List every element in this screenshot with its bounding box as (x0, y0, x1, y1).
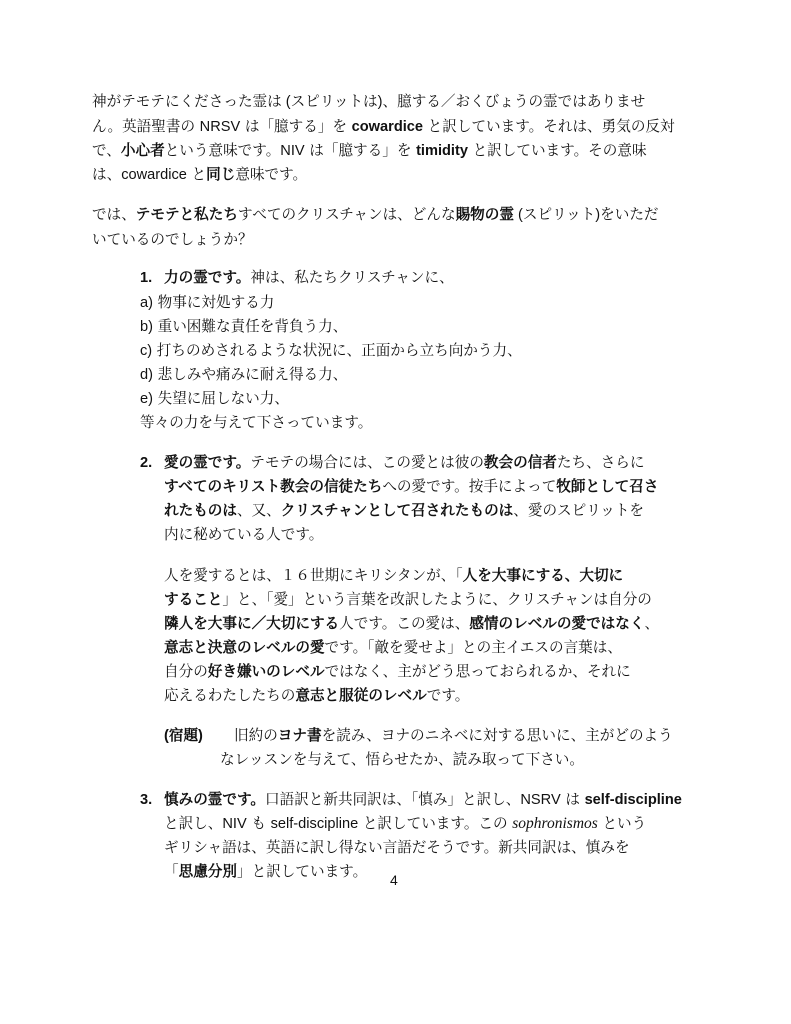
text-run: すべてのクリスチャンは、どんな (237, 206, 456, 223)
text-run: への愛です。按手によって (382, 478, 557, 495)
text-run: スピリット (522, 206, 596, 223)
text-run: 意志と服従のレベル (295, 687, 427, 704)
homework-line (220, 750, 584, 770)
text-run: cowardice (121, 167, 187, 183)
text-run: れたものは (164, 502, 237, 519)
item3-line (164, 838, 630, 858)
text-run: 、 (644, 615, 660, 632)
item1-line (140, 413, 372, 433)
text-run: では、 (92, 206, 136, 223)
homework-line (234, 726, 673, 746)
text-run: 自分の (164, 663, 208, 680)
text-run: e) (140, 391, 153, 407)
text-run: なレッスンを与えて、悟らせたか、読み取って下さい。 (220, 751, 584, 768)
text-run: も (246, 815, 271, 832)
text-run: と訳しています。それは、勇気の反対 (423, 118, 675, 135)
text-run: と訳しています。この (358, 815, 513, 832)
text-run: ( (281, 94, 291, 110)
item1-line (140, 293, 274, 313)
text-run: NSRV (520, 792, 561, 808)
text-run: 神は、私たちクリスチャンに、 (250, 269, 454, 286)
item2-paragraph-line (164, 566, 623, 586)
text-run: 愛の霊です。 (164, 454, 251, 471)
text-run: クリスチャンとして召されたものは (280, 502, 514, 519)
text-run: 神がテモテにくださった霊は (92, 93, 282, 110)
text-run: 牧師として召さ (556, 478, 659, 495)
text-run: 同じ (206, 166, 236, 183)
text-run: 人です。この愛は、 (339, 615, 470, 632)
item3-line (164, 814, 646, 834)
text-run: テモテの場合には、この愛とは彼の (250, 454, 484, 471)
paragraph1-line (92, 165, 307, 185)
text-run: 思慮分別 (178, 863, 237, 880)
text-run: ギリシャ語は、英語に訳し得ない言語だそうです。新共同訳は、慎みを (164, 839, 630, 856)
text-run: cowardice (351, 119, 424, 135)
text-run: という (597, 815, 647, 832)
text-run: timidity (416, 143, 468, 159)
text-run: ) (595, 207, 601, 223)
paragraph2-line (92, 205, 659, 225)
item1-number: 1. (140, 270, 153, 286)
item1-line (140, 341, 522, 361)
text-run: b) (140, 319, 153, 335)
item3-number: 3. (140, 792, 153, 808)
text-run: NRSV (199, 119, 241, 135)
text-run: 等々の力を与えて下さっています。 (140, 414, 373, 431)
item2-line (164, 477, 658, 497)
text-run: 、愛のスピリットを (513, 502, 645, 519)
text-run: をいただ (600, 206, 659, 223)
item1-line (140, 317, 347, 337)
text-run: は「臆する」を (240, 118, 352, 135)
item1-line (140, 365, 347, 385)
text-run: 小心者 (120, 142, 165, 159)
text-run: は (560, 791, 585, 808)
text-run: と (186, 166, 207, 183)
text-run: は、 (92, 166, 122, 183)
text-run: self-discipline (584, 792, 682, 808)
text-run: は「臆する」を (304, 142, 417, 159)
text-run: 旧約の (234, 727, 278, 744)
text-run: 、又、 (236, 502, 281, 519)
text-run: ん。英語聖書の (92, 118, 200, 135)
item2-paragraph-line (164, 638, 622, 658)
text-run: 慎みの霊です。 (164, 791, 265, 808)
text-run: 内に秘めている人です。 (164, 526, 324, 543)
text-run: ) (377, 94, 383, 110)
text-run: 、臆する／おくびょうの霊ではありませ (382, 93, 646, 110)
text-run: たち、さらに (556, 454, 645, 471)
item2-number: 2. (140, 455, 153, 471)
text-run: NIV (280, 143, 305, 159)
text-run: です。 (426, 687, 470, 704)
text-run: 意志と決意のレベルの愛 (164, 639, 325, 656)
text-run: 意味です。 (235, 166, 308, 183)
text-run: 「 (164, 863, 179, 880)
text-run: ではなく、主がどう思っておられるか、それに (324, 663, 631, 680)
item2-line (164, 525, 323, 545)
text-run: を読み、ヨナのニネベに対する思いに、主がどのよう (321, 727, 673, 744)
text-run: すること (164, 591, 223, 608)
text-run: ヨナ書 (277, 727, 322, 744)
text-run: 感情のレベルの愛ではなく (469, 615, 645, 632)
homework-label: (宿題) (164, 728, 203, 744)
item3-line (164, 862, 367, 882)
text-run: 物事に対処する力 (152, 294, 275, 311)
text-run: 教会の信者 (483, 454, 557, 471)
text-run: です。「敵を愛せよ」との主イエスの言葉は、 (324, 639, 622, 656)
text-run: 隣人を大事に／大切にする (164, 615, 340, 632)
text-run: 口語訳と新共同訳は、「慎み」と訳し、 (265, 791, 521, 808)
text-run: という意味です。 (164, 142, 281, 159)
text-run: NIV (222, 816, 247, 832)
item2-line (164, 453, 644, 473)
text-run: 人を愛するとは、１６世期にキリシタンが、「 (164, 567, 463, 584)
item2-paragraph-line (164, 590, 652, 610)
text-run: 打ちのめされるような状況に、正面から立ち向かう力、 (152, 342, 522, 359)
text-run: d) (140, 367, 153, 383)
text-run: 賜物の霊 (455, 206, 514, 223)
item2-line (164, 501, 644, 521)
text-run: 重い困難な責任を背負う力、 (152, 318, 348, 335)
text-run: で、 (92, 142, 121, 159)
item2-paragraph-line (164, 614, 659, 634)
text-run: 好き嫌いのレベル (207, 663, 325, 680)
text-run: sophronismos (512, 815, 598, 832)
text-run: すべてのキリスト教会の信徒たち (164, 478, 383, 495)
text-run: ( (513, 207, 523, 223)
text-run: a) (140, 295, 153, 311)
item2-paragraph-line (164, 662, 631, 682)
text-run: 力の霊です。 (164, 269, 251, 286)
text-run: と訳し、 (164, 815, 223, 832)
paragraph1-line (92, 141, 647, 161)
text-run: いているのでしょうか？ (92, 231, 253, 248)
text-run: self-discipline (270, 816, 359, 832)
text-run: 」と、「愛」という言葉を改訳したように、クリスチャンは自分の (222, 591, 652, 608)
item1-line (164, 268, 454, 288)
page-number: 4 (390, 872, 398, 888)
text-run: 悲しみや痛みに耐え得る力、 (152, 366, 348, 383)
text-run: 」と訳しています。 (237, 863, 368, 880)
text-run: 人を大事にする、大切に (462, 567, 624, 584)
text-run: c) (140, 343, 153, 359)
text-run: スピリットは (290, 93, 378, 110)
paragraph2-line (92, 230, 253, 250)
text-run: と訳しています。その意味 (467, 142, 647, 159)
text-run: テモテと私たち (135, 206, 238, 223)
paragraph1-line (92, 117, 675, 137)
text-run: 応えるわたしたちの (164, 687, 296, 704)
item1-line (140, 389, 289, 409)
paragraph1-line (92, 92, 645, 112)
item3-line (164, 790, 682, 810)
item2-paragraph-line (164, 686, 469, 706)
text-run: 失望に屈しない力、 (152, 390, 289, 407)
